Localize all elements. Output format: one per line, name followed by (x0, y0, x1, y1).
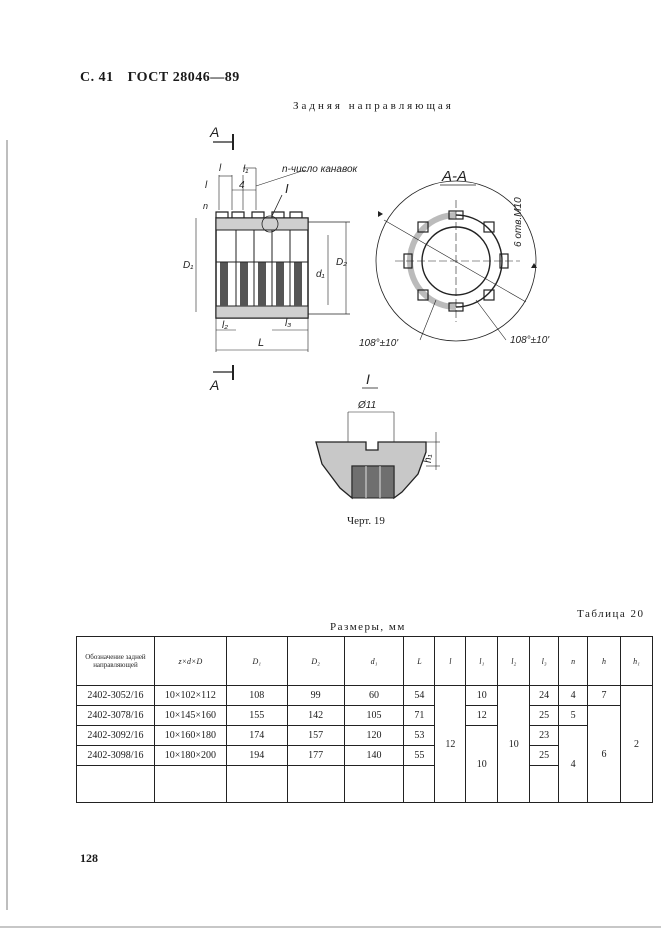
section-mark-top (209, 124, 233, 150)
cell-l: 12 (435, 686, 466, 803)
table-header-row (77, 637, 653, 686)
cell-d1: 105 (344, 706, 404, 726)
col-header: l₃ (530, 637, 559, 686)
cell-l1: 10 (466, 686, 498, 706)
col-header: d₁ (344, 637, 404, 686)
cell-D2: 177 (287, 746, 344, 766)
dim-l1: l₁ (243, 164, 249, 175)
col-header: D₁ (226, 637, 287, 686)
bushing-side-view (183, 163, 359, 352)
col-header: L (404, 637, 435, 686)
dim-l-small: l (205, 180, 208, 191)
cell-D2: 142 (287, 706, 344, 726)
grooves-note: n-число канавок (282, 164, 358, 175)
table-row (77, 706, 653, 726)
cell-D1: 108 (226, 686, 287, 706)
cell-L: 54 (404, 686, 435, 706)
angle-right: 108°±10' (510, 335, 550, 346)
cell-l3: 25 (530, 706, 559, 726)
dim-h1: h₁ (423, 454, 434, 463)
cell-D2: 99 (287, 686, 344, 706)
cell-designation: 2402-3078/16 (77, 706, 155, 726)
table-row (77, 686, 653, 706)
table-label: Таблица 20 (577, 608, 645, 620)
col-header: n (559, 637, 588, 686)
cell-l2: 10 (498, 686, 530, 803)
cell-D1: 194 (226, 746, 287, 766)
col-header: Обозначение задней направляющей (77, 637, 155, 686)
detail-ref: I (285, 181, 289, 196)
cell-designation: 2402-3098/16 (77, 746, 155, 766)
col-header: D₂ (287, 637, 344, 686)
cell-designation: 2402-3092/16 (77, 726, 155, 746)
cell-D1: 174 (226, 726, 287, 746)
cell-l3: 25 (530, 746, 559, 766)
cell-zdD: 10×145×160 (154, 706, 226, 726)
section-label-top: А (210, 124, 220, 140)
cell-h: 6 (588, 706, 621, 803)
col-header: l₁ (466, 637, 498, 686)
scan-edge-left (6, 140, 8, 910)
section-mark-bottom (209, 365, 233, 393)
dim-L: L (258, 337, 265, 349)
cell-l1: 12 (466, 706, 498, 726)
dim-n: n (203, 201, 209, 211)
standard-title: ГОСТ 28046—89 (127, 70, 240, 85)
figure-title: Задняя направляющая (293, 100, 454, 112)
cell-D1: 155 (226, 706, 287, 726)
col-header: h (588, 637, 621, 686)
page-ref: С. 41 (80, 70, 114, 85)
cell-n: 4 (559, 686, 588, 706)
cell-d1: 120 (344, 726, 404, 746)
col-header: h₁ (620, 637, 652, 686)
cell-d1: 140 (344, 746, 404, 766)
detail-title: I (366, 371, 370, 387)
section-view-AA (359, 168, 550, 349)
cell-L: 55 (404, 746, 435, 766)
cell-d1: 60 (344, 686, 404, 706)
dim-l2: l₂ (222, 320, 229, 331)
cell-zdD: 10×160×180 (154, 726, 226, 746)
dim-l3: l₃ (285, 318, 292, 329)
cell-l1: 10 (466, 726, 498, 803)
scan-edge-bottom (0, 926, 661, 928)
cell-designation: 2402-3052/16 (77, 686, 155, 706)
detail-I (316, 371, 440, 498)
cell-D2: 157 (287, 726, 344, 746)
cell-n: 5 (559, 706, 588, 726)
dim-l: l (219, 163, 222, 174)
angle-left: 108°±10' (359, 338, 399, 349)
dimensions-table (76, 636, 653, 803)
dim-diam11: Ø11 (358, 400, 377, 411)
holes-note: 6 отв.М10 (513, 197, 524, 247)
cell-n: 4 (559, 726, 588, 803)
dim-D1: D₁ (183, 260, 194, 271)
dim-4: 4 (239, 180, 245, 191)
cell-l3: 23 (530, 726, 559, 746)
section-label-bottom: А (210, 377, 220, 393)
cell-l3: 24 (530, 686, 559, 706)
figure-caption: Черт. 19 (347, 515, 385, 527)
dim-d1: d₁ (316, 269, 325, 280)
col-header: z×d×D (154, 637, 226, 686)
cell-zdD: 10×180×200 (154, 746, 226, 766)
cell-h1: 2 (620, 686, 652, 803)
table-row (77, 726, 653, 746)
cell-zdD: 10×102×112 (154, 686, 226, 706)
dim-D2: D₂ (336, 257, 348, 268)
page-number: 128 (80, 851, 98, 865)
cell-L: 53 (404, 726, 435, 746)
table-subtitle: Размеры, мм (330, 621, 406, 633)
col-header: l₂ (498, 637, 530, 686)
cell-h: 7 (588, 686, 621, 706)
cell-L: 71 (404, 706, 435, 726)
section-view-label: А-А (442, 168, 468, 185)
col-header: l (435, 637, 466, 686)
